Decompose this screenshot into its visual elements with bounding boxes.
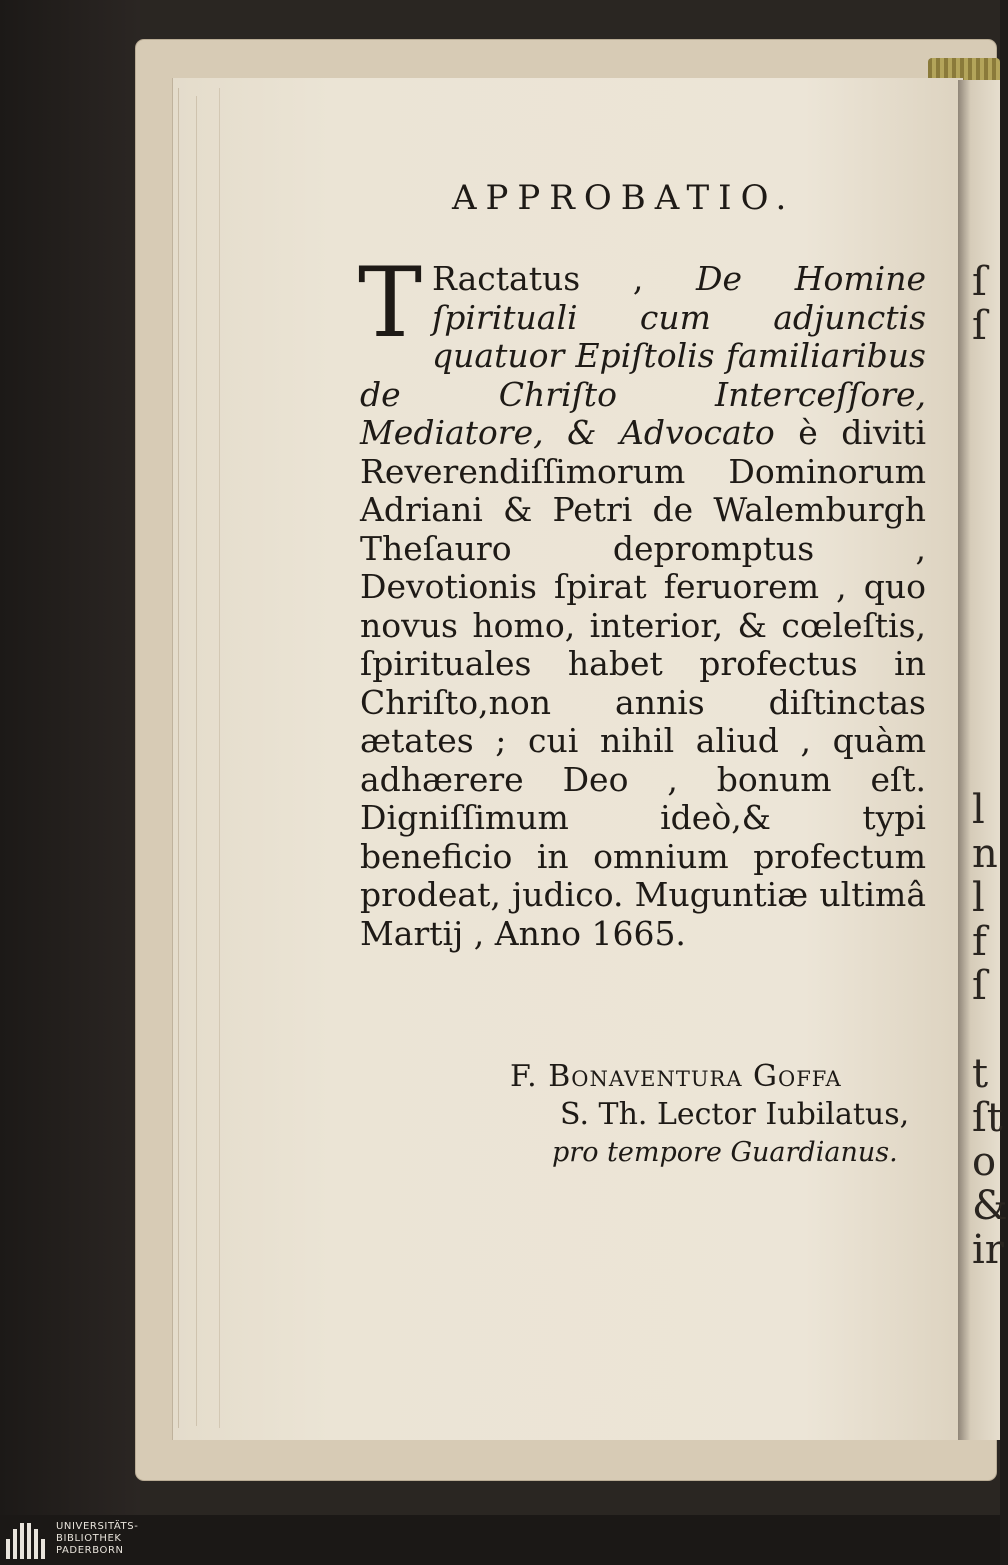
library-logo-text	[56, 1521, 138, 1557]
body-segment: Ractatus ,	[432, 259, 697, 298]
logo-line-1: UNIVERSITÄTS-	[56, 1521, 139, 1532]
library-logo-icon	[6, 1523, 46, 1559]
facing-page-letter	[972, 1008, 1002, 1052]
facing-page-letter: l	[972, 787, 985, 833]
facing-page-letter: l	[972, 875, 985, 921]
facing-page-letter: n	[972, 831, 998, 877]
facing-page-letter: f	[972, 919, 987, 965]
signature-office: pro tempore Guardianus.	[552, 1137, 898, 1168]
facing-page-letter	[972, 392, 1002, 436]
signature-title: S. Th. Lector Iubilatus,	[560, 1097, 910, 1132]
facing-page-letter: ſ	[972, 963, 987, 1009]
facing-page-letter: &	[972, 1183, 1008, 1229]
approbation-body	[358, 247, 926, 953]
facing-page-fragments	[972, 259, 1008, 1273]
logo-line-2: BIBLIOTHEK	[56, 1533, 122, 1544]
facing-page-letter	[972, 612, 1002, 656]
facing-page-letter	[972, 436, 1002, 480]
facing-page-letter: ſ	[972, 259, 987, 305]
drop-cap: T	[358, 247, 423, 359]
facing-page-letter	[972, 568, 1002, 612]
body-segment: De Homine ſpirituali cum adjunctis quatuor Epiſtolis familiaribus de Chriſto Interceſſore, Mediatore, & Advocato	[360, 259, 926, 452]
facing-page-letter: t	[972, 1051, 989, 1097]
approbatio-text-block	[360, 168, 940, 953]
facing-page-letter	[972, 744, 1002, 788]
logo-line-3: PADERBORN	[56, 1545, 124, 1556]
signature-name: F. Bonaventura Goffa	[510, 1059, 842, 1094]
page-stack-edges-inner	[196, 96, 217, 1426]
facing-page-letter	[972, 700, 1002, 744]
background-left	[0, 0, 140, 1515]
facing-page-letter: o	[972, 1139, 997, 1185]
facing-page-letter	[972, 656, 1002, 700]
page-title: APPROBATIO.	[452, 178, 796, 218]
body-segment: è diviti Reverendiſſimorum Dominorum Adriani & Petri de Walemburgh Theſauro depromptus , Devotionis ſpirat feruorem , quo novus homo, interior, & cœleſtis, ſpirituales habet profectus in Chriſto,non annis diſtinctas ætates ; cui nihil aliud , quàm adhærere Deo , bonum eſt. Digniſſimum ideò,& typi beneficio in omnium profectum prodeat, judico. Muguntiæ ultimâ Martij , Anno 1665.	[360, 413, 926, 953]
signature-block	[510, 1058, 940, 1172]
facing-page-letter	[972, 348, 1002, 392]
facing-page-letter	[972, 524, 1002, 568]
facing-page-letter: ſ	[972, 303, 987, 349]
facing-page-letter: ir	[972, 1227, 1004, 1273]
facing-page-letter	[972, 480, 1002, 524]
footer-bar	[0, 1515, 1000, 1565]
facing-page-letter: ſt	[972, 1095, 1003, 1141]
